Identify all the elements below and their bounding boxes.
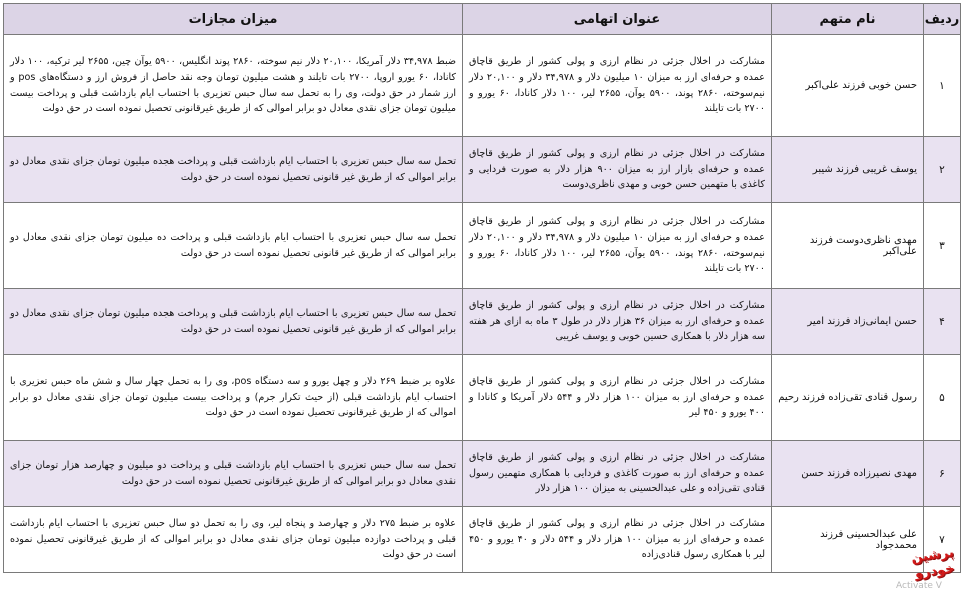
- penalty-text: علاوه بر ضبط ۲۷۵ دلار و چهارصد و پنجاه لیر، وی را به تحمل دو سال حبس تعزیری با احتساب ایام بازداشت قبلی و پرداخت دوازده میلیون تومان جزای نقدی معادل دو برابر اموالی که از طریق غیرقانونی تحصیل نموده است در حق دولت: [4, 507, 463, 573]
- row-number: ۷: [924, 507, 961, 573]
- penalty-text: علاوه بر ضبط ۲۶۹ دلار و چهل یورو و سه دستگاه pos، وی را به تحمل چهار سال و شش ماه حبس تعزیری با احتساب ایام بازداشت قبلی (از حیث تکرار جرم) و پرداخت بیست میلیون تومان جزای نقدی معادل دو برابر اموالی که از طریق غیرقانونی تحصیل نموده است در حق دولت: [4, 355, 463, 441]
- header-charge: عنوان اتهامی: [463, 4, 772, 35]
- charge-text: مشارکت در اخلال جزئی در نظام ارزی و پولی کشور از طریق قاچاق عمده و حرفه‌ای ارز به میزان ۱۰ میلیون دلار و ۳۴,۹۷۸ دلار و ۲۰,۱۰۰ دلار نیم‌سوخته، ۲۸۶۰ پوند، ۵۹۰۰ یوآن، ۲۶۵۵ لیر، ۱۰۰ دلار کانادا، ۶۰ یورو و ۲۷۰۰ بات تایلند: [463, 35, 772, 137]
- persian-khodro-logo: پرشین خودرو: [910, 545, 956, 582]
- row-number: ۴: [924, 289, 961, 355]
- penalty-text: تحمل سه سال حبس تعزیری با احتساب ایام بازداشت قبلی و پرداخت هجده میلیون تومان جزای نقدی معادل دو برابر اموالی که از طریق غیر قانونی تحصیل نموده است در حق دولت: [4, 137, 463, 203]
- verdict-table-page: [3, 3, 960, 591]
- verdict-table: [3, 3, 961, 573]
- accused-name: مهدی نصیرزاده فرزند حسن: [772, 441, 924, 507]
- table-row: [4, 441, 961, 507]
- row-number: ۱: [924, 35, 961, 137]
- charge-text: مشارکت در اخلال جزئی در نظام ارزی و پولی کشور از طریق قاچاق عمده و حرفه‌ای ارز به میزان ۱۰۰ هزار دلار و ۵۴۴ دلار آمریکا و کانادا و ۴۰۰ یورو و ۴۵۰ لیر: [463, 355, 772, 441]
- charge-text: مشارکت در اخلال جزئی در نظام ارزی و پولی کشور از طریق قاچاق عمده و حرفه‌ای ارز به میزان ۳۶ هزار دلار در طول ۳ ماه به ازای هر هفته سه هزار دلار با همکاری حسین خوبی و یوسف غریبی: [463, 289, 772, 355]
- activation-watermark: Activate V: [896, 581, 942, 591]
- table-row: [4, 137, 961, 203]
- charge-text: مشارکت در اخلال جزئی در نظام ارزی و پولی کشور از طریق قاچاق عمده و حرفه‌ای ارز به صورت کاغذی و فردایی با همکاری متهمین رسول قنادی تقی‌زاده و علی عبدالحسینی به میزان ۱۰۰ هزار دلار: [463, 441, 772, 507]
- table-row: [4, 355, 961, 441]
- header-row: [4, 4, 961, 35]
- table-row: [4, 289, 961, 355]
- accused-name: حسن خوبی فرزند علی‌اکبر: [772, 35, 924, 137]
- header-accused-name: نام متهم: [772, 4, 924, 35]
- header-penalty: میزان مجازات: [4, 4, 463, 35]
- charge-text: مشارکت در اخلال جزئی در نظام ارزی و پولی کشور از طریق قاچاق عمده و حرفه‌ای ارز به میزان ۱۰ میلیون دلار و ۳۴,۹۷۸ دلار و ۲۰,۱۰۰ دلار نیم‌سوخته، ۲۸۶۰ پوند، ۵۹۰۰ یوآن، ۲۶۵۵ لیر، ۱۰۰ دلار کانادا، ۶۰ یورو و ۲۷۰۰ بات تایلند: [463, 203, 772, 289]
- accused-name: حسن ایمانی‌زاد فرزند امیر: [772, 289, 924, 355]
- row-number: ۵: [924, 355, 961, 441]
- penalty-text: تحمل سه سال حبس تعزیری با احتساب ایام بازداشت قبلی و پرداخت دو میلیون و چهارصد هزار تومان جزای نقدی معادل دو برابر اموالی که از طریق غیرقانونی تحصیل نموده است در حق دولت: [4, 441, 463, 507]
- accused-name: یوسف غریبی فرزند شیبر: [772, 137, 924, 203]
- row-number: ۳: [924, 203, 961, 289]
- penalty-text: ضبط ۳۴,۹۷۸ دلار آمریکا، ۲۰,۱۰۰ دلار نیم سوخته، ۲۸۶۰ پوند انگلیس، ۵۹۰۰ یوآن چین، ۲۶۵۵ لیر ترکیه، ۱۰۰ دلار کانادا، ۶۰ یورو اروپا، ۲۷۰۰ بات تایلند و هشت میلیون تومان وجه نقد حاصل از فروش ارز و دستگاه‌های pos و ارز شمار در حق دولت، وی را به تحمل سه سال حبس تعزیری با احتساب ایام بازداشت قبلی و پرداخت بیست میلیون تومان جزای نقدی معادل دو برابر اموالی که از طریق غیرقانونی تحصیل نموده است در حق دولت: [4, 35, 463, 137]
- charge-text: مشارکت در اخلال جزئی در نظام ارزی و پولی کشور از طریق قاچاق عمده و حرفه‌ای بازار ارز به میزان ۹۰۰ هزار دلار به صورت فردایی و کاغذی با متهمین حسن خوبی و مهدی ناظری‌دوست: [463, 137, 772, 203]
- row-number: ۲: [924, 137, 961, 203]
- table-row: [4, 35, 961, 137]
- penalty-text: تحمل سه سال حبس تعزیری با احتساب ایام بازداشت قبلی و پرداخت ده میلیون تومان جزای نقدی معادل دو برابر اموالی که از طریق غیر قانونی تحصیل نموده است در حق دولت: [4, 203, 463, 289]
- table-row: [4, 507, 961, 573]
- accused-name: علی عبدالحسینی فرزند محمدجواد: [772, 507, 924, 573]
- charge-text: مشارکت در اخلال جزئی در نظام ارزی و پولی کشور از طریق قاچاق عمده و حرفه‌ای ارز به میزان ۱۰۰ هزار دلار و ۵۴۴ دلار و ۴۰ یورو و ۴۵۰ لیر با همکاری رسول قنادی‌زاده: [463, 507, 772, 573]
- accused-name: رسول قنادی تقی‌زاده فرزند رحیم: [772, 355, 924, 441]
- accused-name: مهدی ناظری‌دوست فرزند علی‌اکبر: [772, 203, 924, 289]
- row-number: ۶: [924, 441, 961, 507]
- penalty-text: تحمل سه سال حبس تعزیری با احتساب ایام بازداشت قبلی و پرداخت هجده میلیون تومان جزای نقدی معادل دو برابر اموالی که از طریق غیر قانونی تحصیل نموده است در حق دولت: [4, 289, 463, 355]
- table-row: [4, 203, 961, 289]
- header-row-number: ردیف: [924, 4, 961, 35]
